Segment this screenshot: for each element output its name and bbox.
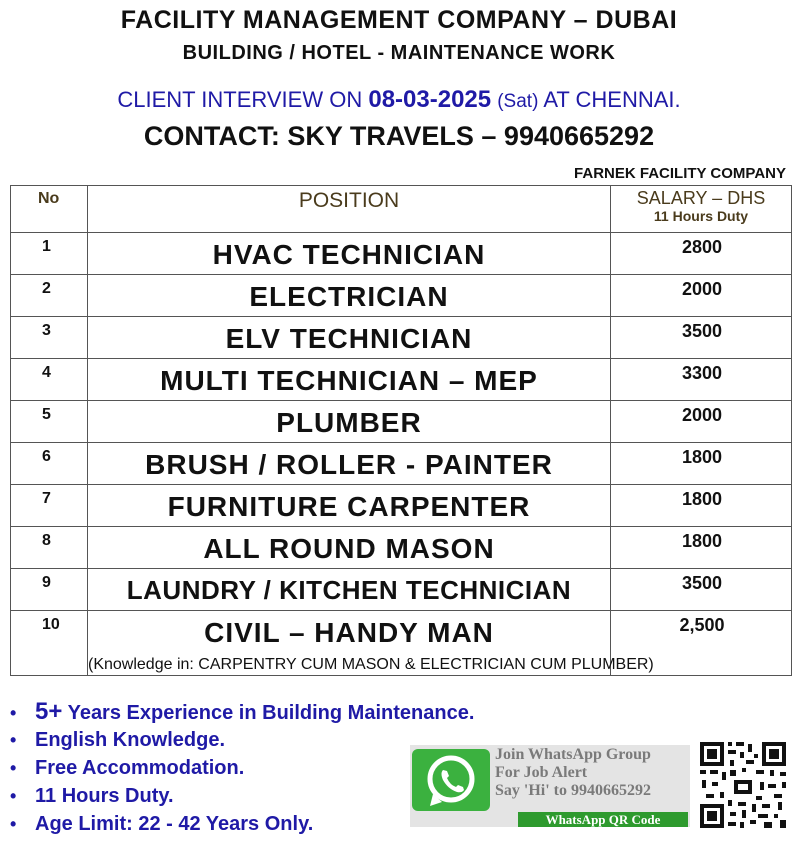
whatsapp-icon [412,749,490,811]
list-item-text: 11 Hours Duty. [35,785,174,807]
page-subtitle: BUILDING / HOTEL - MAINTENANCE WORK [182,42,616,64]
table-row [11,485,792,527]
qr-finder-top-right [762,742,786,766]
table-row [11,443,792,485]
row-salary: 3500 [611,569,792,611]
header-position: POSITION [88,186,611,233]
requirements-list [10,698,474,838]
row-no: 3 [11,317,88,359]
interview-prefix: CLIENT INTERVIEW ON [117,87,363,112]
bullet-icon: • [10,703,17,723]
row-no: 6 [11,443,88,485]
row-salary: 2800 [611,233,792,275]
row-position-cell [88,611,654,676]
qr-code[interactable] [698,740,788,830]
company-name: FARNEK FACILITY COMPANY [574,165,786,182]
table-row [11,359,792,401]
list-item [10,754,474,782]
table-row [11,569,792,611]
row-position: ELV TECHNICIAN [88,317,611,359]
list-item [10,810,474,838]
row-salary: 2000 [611,275,792,317]
interview-location: AT CHENNAI. [543,87,681,112]
whatsapp-qr-label: WhatsApp QR Code [518,812,688,827]
row-no: 4 [11,359,88,401]
table-row [11,611,792,676]
row-no: 10 [11,611,88,676]
row-position: PLUMBER [88,401,611,443]
table-row [11,527,792,569]
qr-finder-bottom-left [700,804,724,828]
list-item-text: English Knowledge. [35,729,226,751]
row-position: BRUSH / ROLLER - PAINTER [88,443,611,485]
header-salary-label: SALARY – DHS [636,188,766,208]
bullet-icon: • [10,730,17,750]
header-salary-note: 11 Hours Duty [653,208,749,224]
interview-day: (Sat) [497,91,539,112]
list-item [10,726,474,754]
table-row [11,275,792,317]
whatsapp-banner[interactable] [410,745,690,827]
row-position: LAUNDRY / KITCHEN TECHNICIAN [88,569,611,611]
interview-line [0,86,798,114]
row-no: 2 [11,275,88,317]
row-salary: 3500 [611,317,792,359]
whatsapp-line-1: Join WhatsApp Group [495,746,651,763]
row-salary: 2000 [611,401,792,443]
list-item [10,782,474,810]
row-salary: 2,500 [611,611,792,676]
row-position: ALL ROUND MASON [88,527,611,569]
row-no: 8 [11,527,88,569]
bullet-icon: • [10,786,17,806]
row-position: ELECTRICIAN [88,275,611,317]
row-position: MULTI TECHNICIAN – MEP [88,359,611,401]
qr-finder-top-left [700,742,724,766]
row-salary: 1800 [611,485,792,527]
header-salary [611,186,792,233]
row-no: 1 [11,233,88,275]
bullet-icon: • [10,814,17,834]
contact-line: CONTACT: SKY TRAVELS – 9940665292 [143,121,655,151]
experience-text: Years Experience in Building Maintenance. [67,702,475,724]
list-item [10,698,474,726]
table-row [11,401,792,443]
row-position-note: (Knowledge in: CARPENTRY CUM MASON & ELECTRICIAN CUM PLUMBER) [88,656,654,673]
row-position: FURNITURE CARPENTER [88,485,611,527]
whatsapp-text [495,746,651,800]
row-no: 7 [11,485,88,527]
positions-table [10,185,792,676]
list-item-text: Free Accommodation. [35,757,245,779]
row-salary: 3300 [611,359,792,401]
header-no: No [11,186,88,233]
bullet-icon: • [10,758,17,778]
interview-date: 08-03-2025 [368,86,492,113]
row-no: 9 [11,569,88,611]
table-header-row [11,186,792,233]
table-row [11,317,792,359]
experience-number: 5+ [35,698,63,725]
row-position: CIVIL – HANDY MAN [204,617,494,648]
row-salary: 1800 [611,443,792,485]
page-title: FACILITY MANAGEMENT COMPANY – DUBAI [120,6,678,34]
list-item-text: Age Limit: 22 - 42 Years Only. [35,813,314,835]
whatsapp-line-3: Say 'Hi' to 9940665292 [495,782,652,799]
row-salary: 1800 [611,527,792,569]
table-row [11,233,792,275]
row-position: HVAC TECHNICIAN [88,233,611,275]
whatsapp-line-2: For Job Alert [495,764,588,781]
row-no: 5 [11,401,88,443]
